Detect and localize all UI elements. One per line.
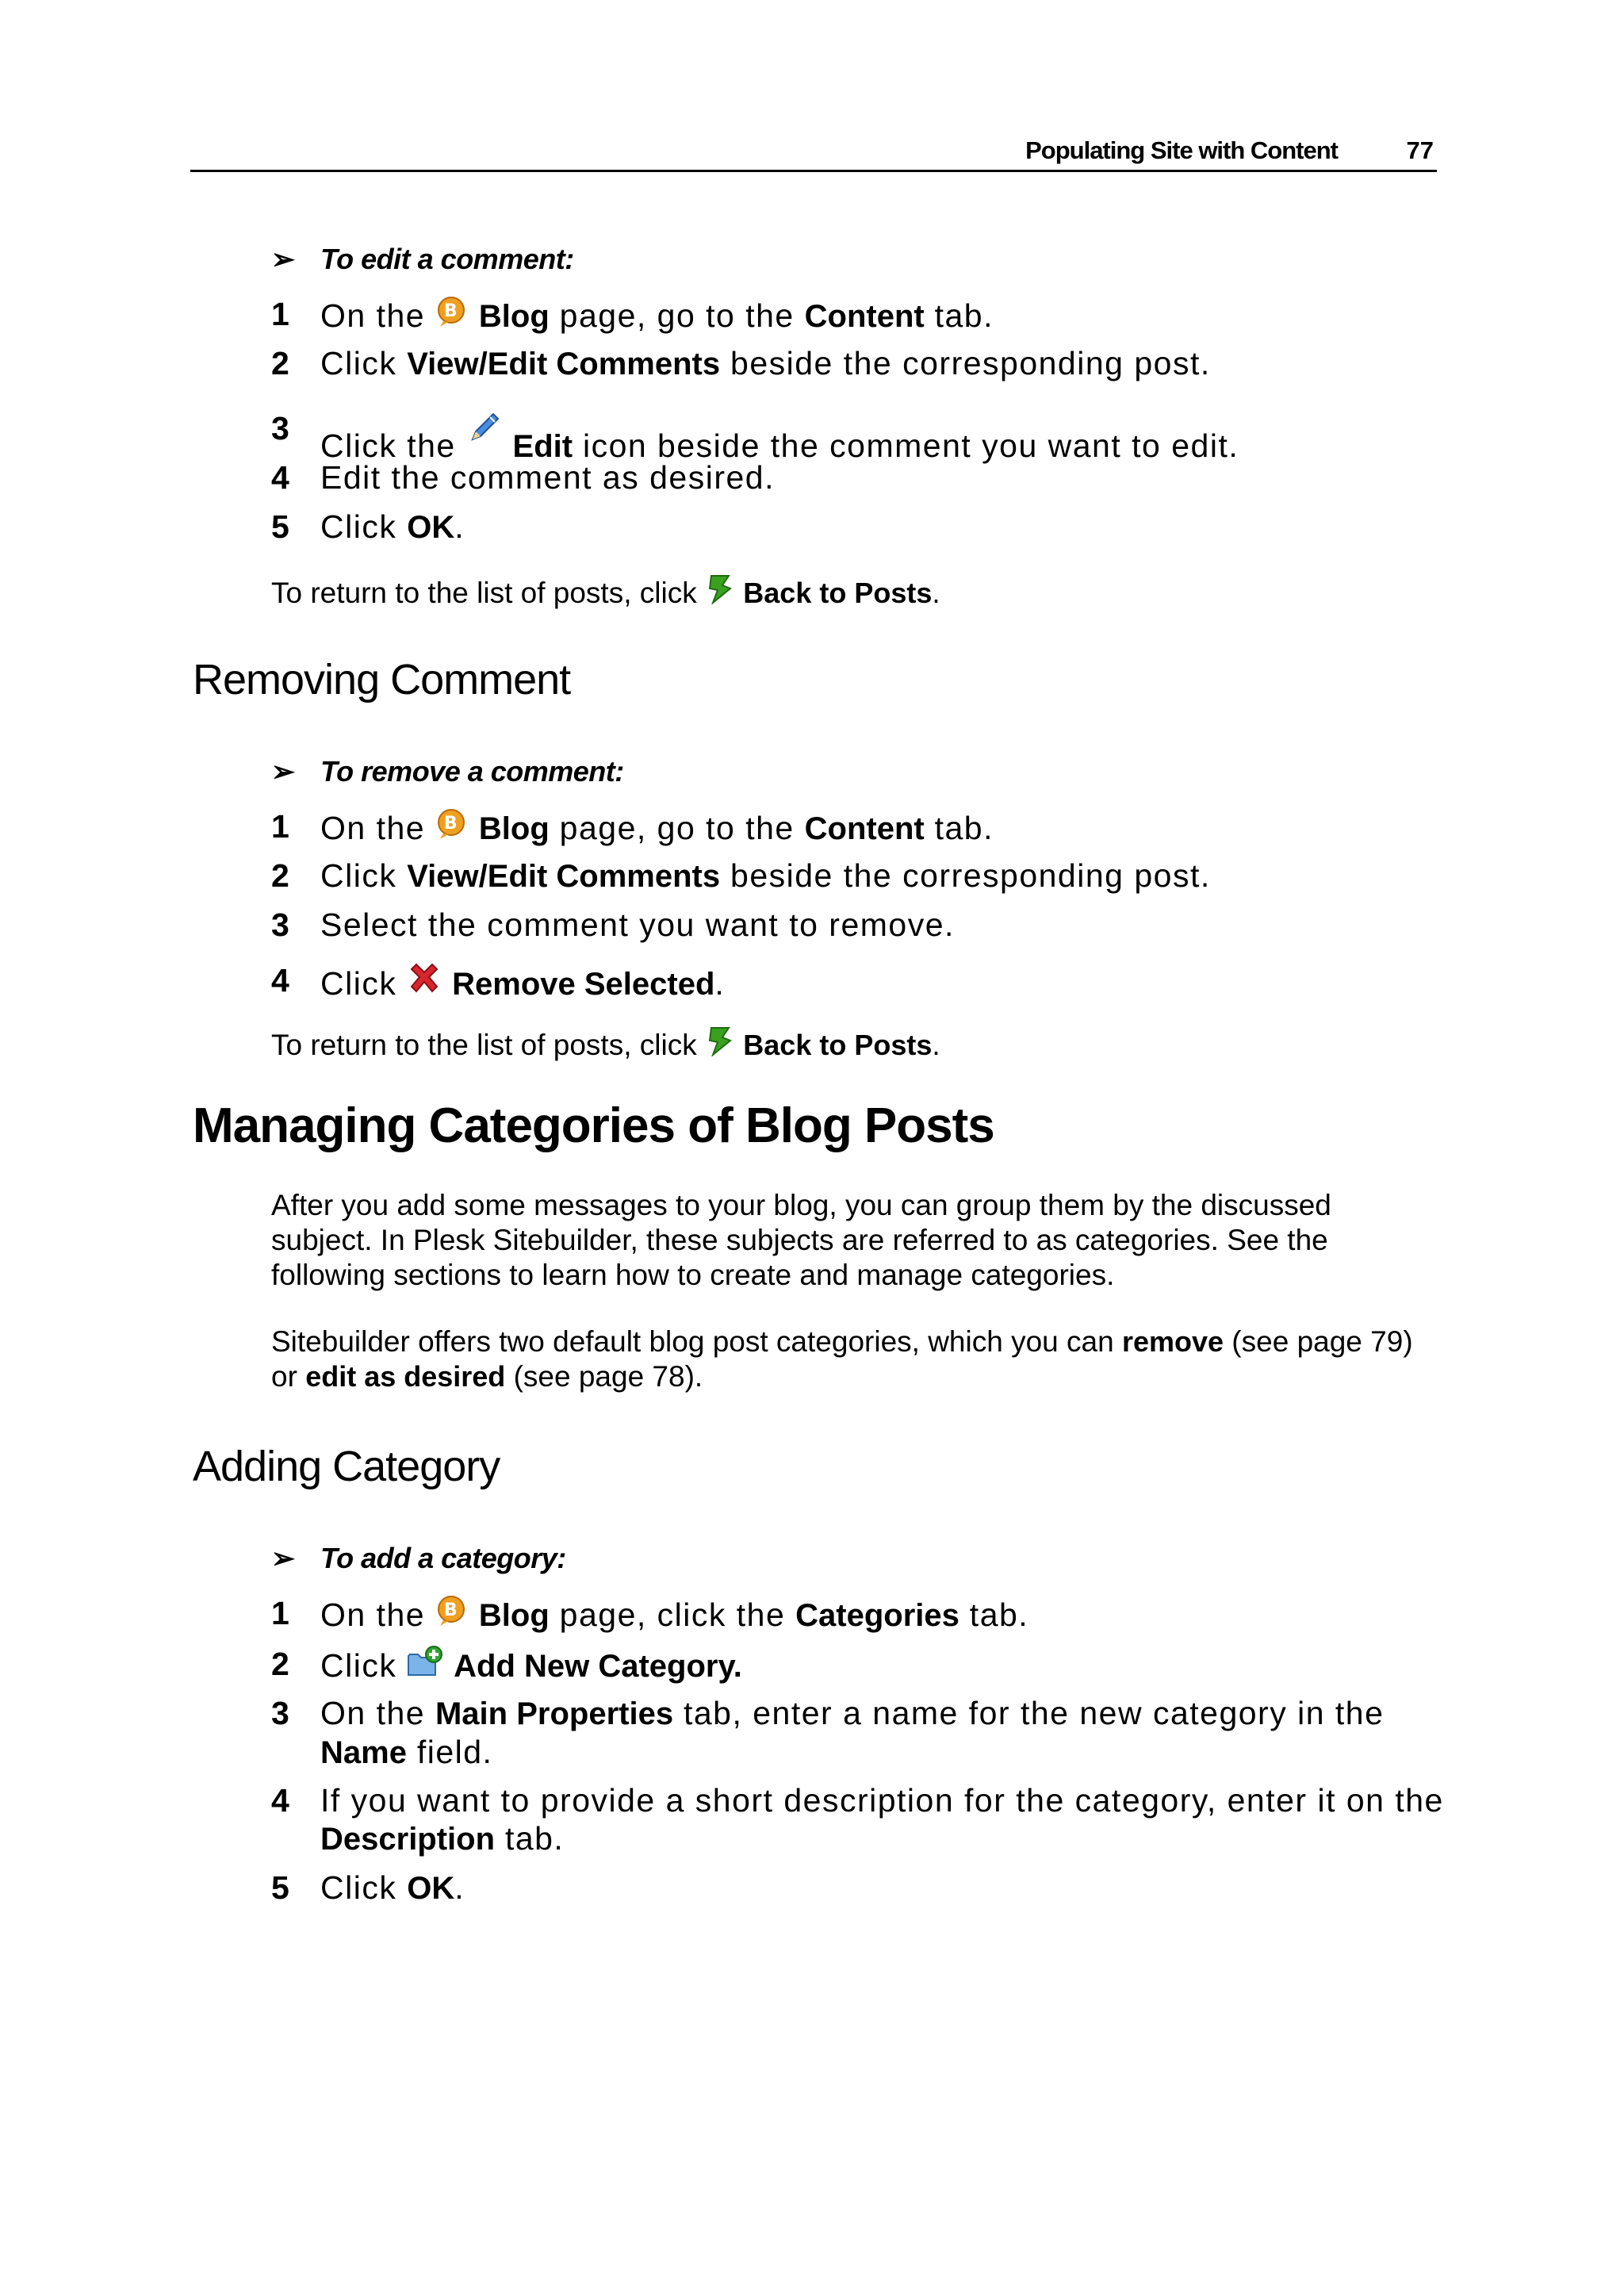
paragraph-categories-intro: After you add some messages to your blog, you can group them by the discussed subject. In Plesk Sitebuilder, these subjects are referred to as categories. See the following sections to learn how to create and manage categories. <box>271 1189 1331 1291</box>
blog-icon <box>435 1594 469 1627</box>
back-arrow-icon <box>705 1025 735 1056</box>
return-note-edit: To return to the list of posts, click Back to Posts. <box>271 573 1437 611</box>
procedure-title-edit: ➢ To edit a comment: <box>271 243 574 275</box>
red-x-icon <box>407 961 442 996</box>
back-arrow-icon <box>705 573 735 604</box>
heading-managing-categories: Managing Categories of Blog Posts <box>193 1098 994 1153</box>
arrow-bullet-icon: ➢ <box>271 243 295 275</box>
link-remove[interactable]: remove <box>1121 1325 1224 1358</box>
pencil-icon <box>466 409 503 446</box>
procedure-title-remove: ➢ To remove a comment: <box>271 755 624 788</box>
blog-icon <box>435 295 469 328</box>
paragraph-default-categories: Sitebuilder offers two default blog post categories, which you can remove (see page 79) or edit as desired (see page 78). <box>271 1325 1413 1393</box>
header-page-number: 77 <box>1406 136 1434 164</box>
return-note-remove: To return to the list of posts, click Back to Posts. <box>271 1025 1437 1063</box>
header-title: Populating Site with Content <box>1025 136 1338 164</box>
arrow-bullet-icon: ➢ <box>271 1542 295 1574</box>
heading-removing-comment: Removing Comment <box>193 656 571 703</box>
procedure-title-add: ➢ To add a category: <box>271 1542 566 1574</box>
blog-icon <box>435 807 469 841</box>
svg-text:B: B <box>443 814 459 834</box>
add-folder-icon <box>407 1645 443 1678</box>
svg-text:B: B <box>443 1600 459 1620</box>
heading-adding-category: Adding Category <box>193 1443 500 1490</box>
arrow-bullet-icon: ➢ <box>271 755 295 788</box>
page-header <box>190 133 1437 172</box>
link-edit-as-desired[interactable]: edit as desired <box>305 1360 506 1393</box>
svg-text:B: B <box>443 301 459 321</box>
